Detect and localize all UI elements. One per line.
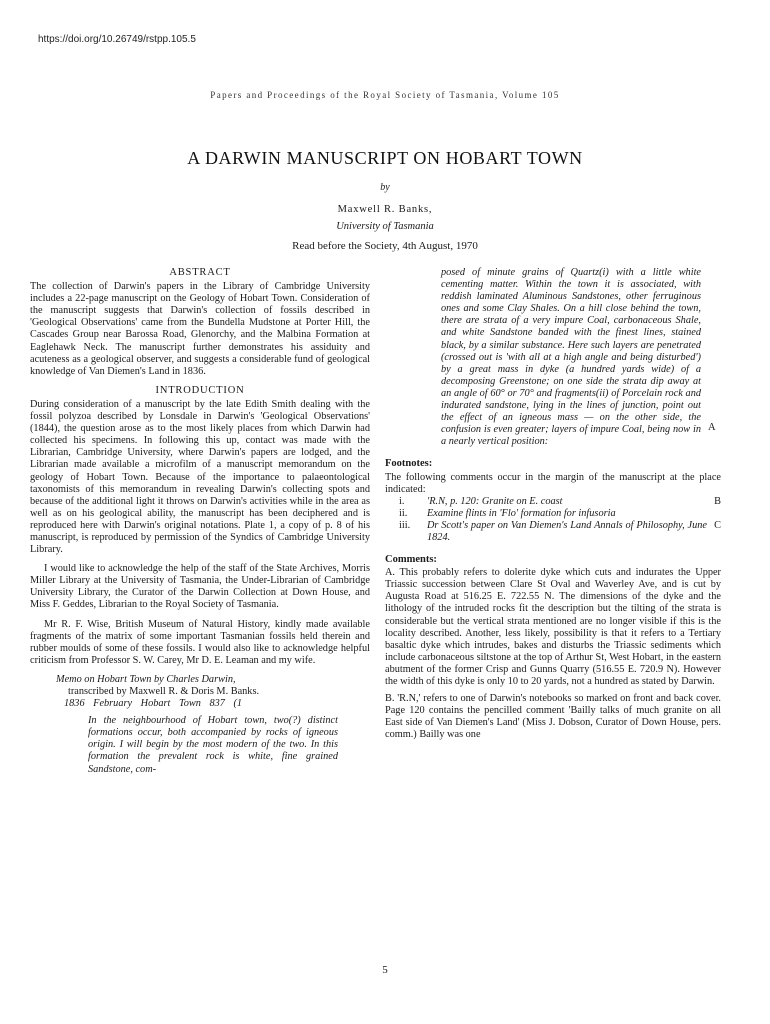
intro-paragraph-3: Mr R. F. Wise, British Museum of Natural History, kindly made available fragments of the matrix of some important Tasmanian fossils held therein and rubber moulds of some of these fossils. I would also like to acknowledge helpful criticism from Professor S. W. Carey, Mr D. E. Leaman and my wife. [30, 618, 370, 666]
footnote-number: iii. [399, 519, 411, 531]
memo-continued-text: posed of minute grains of Quartz(i) with a little white cementing matter. Within the town it is associated, with reddish laminated Aluminous Sandstones, other ferruginous ones and some Clay Shales. On a hill close behind the town, there are strata of a very impure Coal, carbonaceous Shale, and white Sandstone banded with the finest lines, stained black, by a similar substance. Here such layers are penetrated (crossed out is 'with all at a high angle and being disturbed') by a great mass in dyke (a hundred yards wide) of a decomposing Greenstone; on one side the strata dip away at an angle of 60° or 70° and fragments(ii) of Porcelain rock and indurated sandstone, lying in the lines of junction, point out the effect of an igneous mass — on the other side, the confusion is even greater; layers of impure Coal, being now in a nearly vertical position: [441, 267, 701, 448]
memo-text: In the neighbourhood of Hobart town, two(?) distinct formations occur, both accompanied by rocks of igneous origin. I will begin by the most modern of the two. In this formation the prevalent rock is white, fine grained Sandstone, com- [88, 715, 338, 775]
comment-a: A. This probably refers to dolerite dyke which cuts and indurates the Upper Triassic succession between Clare St Oval and Waverley Ave, and is cut by Augusta Road at 516.25 E. 722.55 N. The dimensions of the dyke and the lithology of the intruded rocks fit the description but the tilting of the strata is considerable but the vertical strata mentioned are no longer visible if this is the locality described. Another, less likely, possibility is that it refers to a Tertiary basaltic dyke which intrudes, bakes and disturbs the Triassic sediments which include carbonaceous siltstone at the top of Arthur St, West Hobart, in the eastern abutment of the former Crisp and Gunns Quarry (516.55 E. 720.9 N). However the width of this dyke is only 10 to 20 yards, not a hundred as stated by Darwin. [385, 567, 721, 687]
memo-dateline: 1836 February Hobart Town 837 (1 [64, 698, 243, 710]
margin-annotation-a: A [708, 422, 716, 433]
footnotes-list [399, 496, 721, 544]
journal-header: Papers and Proceedings of the Royal Society of Tasmania, Volume 105 [210, 90, 560, 100]
footnotes-heading: Footnotes: [385, 458, 433, 470]
footnote-mark [707, 508, 721, 520]
author-name: Maxwell R. Banks, [337, 204, 433, 215]
footnote-item [399, 496, 721, 508]
abstract-heading: ABSTRACT [169, 267, 231, 278]
intro-paragraph-2: I would like to acknowledge the help of the staff of the State Archives, Morris Miller Library at the University of Tasmania, the Under-Librarian of Cambridge University Library, the Curator of the Darwin Collection at Down House, and Miss F. Geddes, Librarian to the Royal Society of Tasmania. [30, 563, 370, 611]
memo-transcribed: transcribed by Maxwell R. & Doris M. Banks. [68, 686, 260, 697]
page-number: 5 [382, 964, 388, 976]
footnote-text: Dr Scott's paper on Van Diemen's Land Annals of Philosophy, June 1824. [427, 519, 707, 543]
abstract-text: The collection of Darwin's papers in the Library of Cambridge University includes a 22-page manuscript on the Geology of Hobart Town. Consideration of the manuscript suggests that Darwin's collection of fossils described in 'Geological Observations' came from the Bundella Mudstone at Porter Hill, the Cascades Group near Barossa Road, Glenorchy, and the Malbina Formation at Eaglehawk Neck. The manuscript further demonstrates his assiduity and acuteness as a geological observer, and suggests a considerable fund of geological knowledge of Van Diemen's Land in 1836. [30, 281, 370, 377]
article-title: A DARWIN MANUSCRIPT ON HOBART TOWN [187, 148, 583, 168]
doi-link[interactable]: https://doi.org/10.26749/rstpp.105.5 [38, 34, 196, 45]
left-column [30, 267, 370, 776]
introduction-heading: INTRODUCTION [155, 384, 245, 396]
comments-heading: Comments: [385, 554, 437, 566]
footnote-item [399, 520, 721, 544]
memo-title: Memo on Hobart Town by Charles Darwin, [56, 673, 236, 685]
read-before-line: Read before the Society, 4th August, 1970 [292, 240, 478, 252]
right-column [385, 267, 721, 741]
byline-by: by [380, 182, 390, 193]
footnote-mark: C [714, 519, 721, 531]
footnote-mark: B [714, 495, 721, 507]
footnotes-intro: The following comments occur in the margin of the manuscript at the place indicated: [385, 471, 721, 495]
comment-b: B. 'R.N,' refers to one of Darwin's notebooks so marked on front and back cover. Page 120 contains the pencilled comment 'Bailly talks of much granite on all East side of Van Diemen's Land' (Miss J. Dobson, Curator of Down House, pers. comm.) Bailly was one [385, 693, 721, 741]
footnote-text: 'R.N, p. 120: Granite on E. coast [427, 495, 563, 507]
footnote-item [399, 508, 721, 520]
author-affiliation: University of Tasmania [336, 221, 434, 232]
footnote-number: i. [399, 495, 405, 507]
intro-paragraph-1: During consideration of a manuscript by the late Edith Smith dealing with the fossil polyzoa described by Lonsdale in Darwin's 'Geological Observations' (1844), the question arose as to the most likely places from which Darwin had collected his specimens. In following this up, contact was made with the Librarian, Cambridge University, where Darwin's papers are lodged, and the Librarian made available a microfilm of a manuscript memorandum on the geology of Hobart Town. Because of the importance to palaeontological taxonomists of this memorandum in revealing Darwin's collecting spots and because of the additional light it throws on Darwin's activities while in the area as well as on his geological ability, the manuscript has been deciphered and is reproduced here with Darwin's original notations. Plate 1, a copy of p. 8 of his manuscript, is reproduced by permission of the Syndics of Cambridge University Library. [30, 398, 370, 556]
footnote-text: Examine flints in 'Flo' formation for infusoria [427, 507, 616, 519]
footnote-number: ii. [399, 507, 408, 519]
